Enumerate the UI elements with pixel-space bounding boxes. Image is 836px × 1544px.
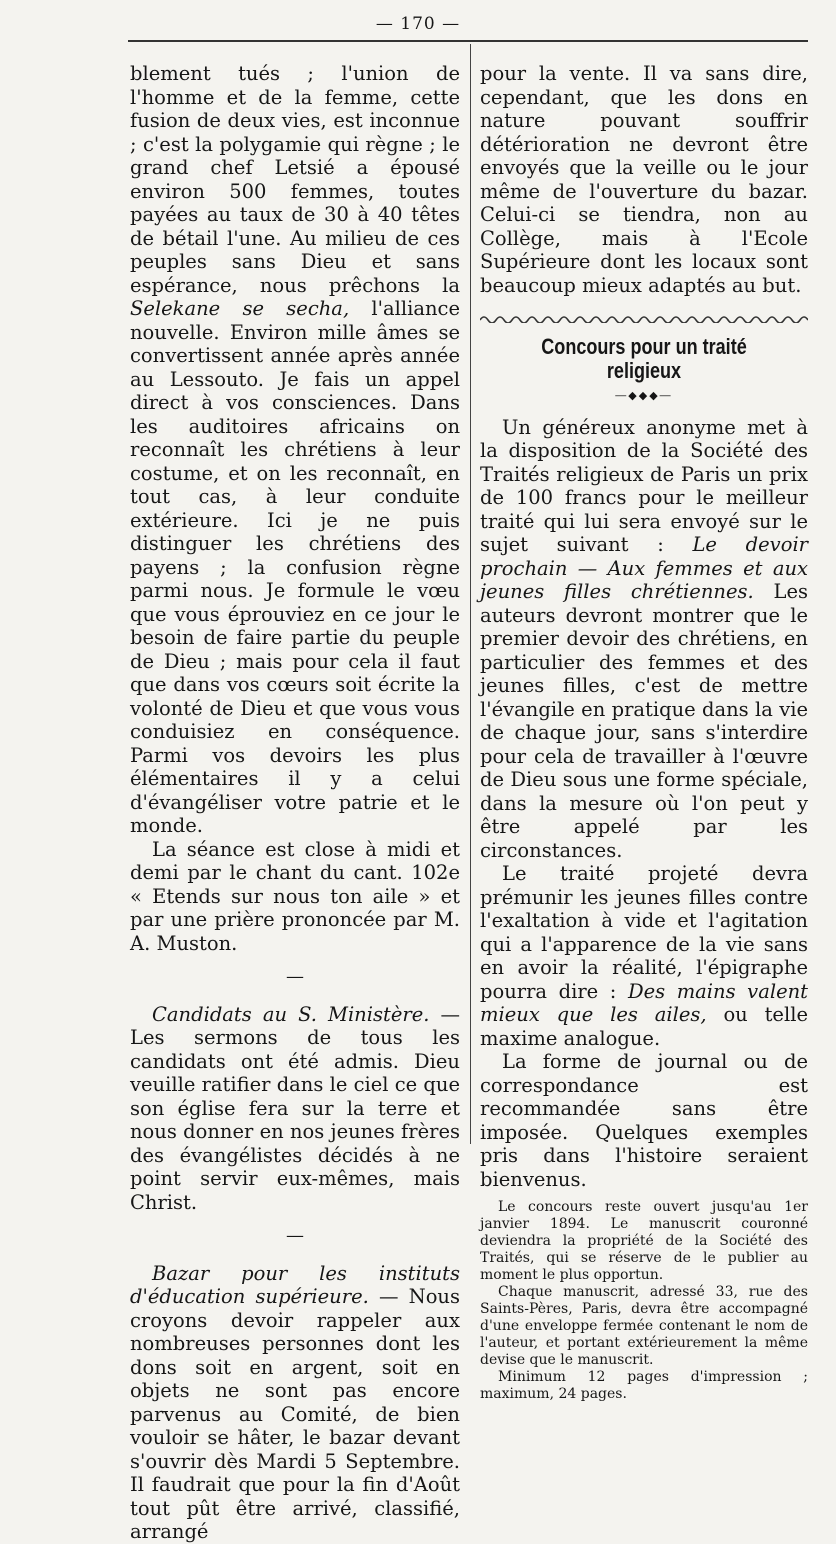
header-rule [128, 40, 808, 42]
note: Chaque manuscrit, adressé 33, rue des Saints-Pères, Paris, devra être accompagné d'une enveloppe fermée contenant le nom de l'auteur, et portant extérieurement la même devise que le manuscrit. [480, 1284, 808, 1368]
paragraph: Candidats au S. Ministère. — Les sermons de tous les candidats ont été admis. Dieu veuille ratifier dans le ciel ce que son église fera sur la terre et nous donner en nos jeunes frères des évangélistes décidés à ne point servir eux-mêmes, mais Christ. [130, 1002, 460, 1214]
paragraph: pour la vente. Il va sans dire, cependant, que les dons en nature pouvant souffrir détérioration ne devront être envoyés que la veille ou le jour même de l'ouverture du bazar. Celui-ci se tiendra, non au Collège, mais à l'Ecole Supérieure dont les locaux sont beaucoup mieux adaptés au but. [480, 62, 808, 297]
section-divider: — [286, 966, 304, 987]
contest-notes [480, 1199, 808, 1403]
heading-ornament: ―◆◆◆― [615, 389, 673, 402]
ornamental-rule [480, 311, 808, 323]
note: Minimum 12 pages d'impression ; maximum, 24 pages. [480, 1369, 808, 1402]
paragraph: Le traité projeté devra prémunir les jeunes filles contre l'exaltation à vide et l'agitation qui a l'apparence de la vie sans en avoir la réalité, l'épigraphe pourra dire : Des mains valent mieux que les ailes, ou telle maxime analogue. [480, 862, 808, 1050]
section-heading: Concours pour un traité religieux [541, 334, 747, 383]
paragraph: blement tués ; l'union de l'homme et de la femme, cette fusion de deux vies, est inconnue ; c'est la polygamie qui règne ; le grand chef Letsié a épousé environ 500 femmes, toutes payées au taux de 30 à 40 têtes de bétail l'une. Au milieu de ces peuples sans Dieu et sans espérance, nous prêchons la Selekane se secha, l'alliance nouvelle. Environ mille âmes se convertissent année après année au Lessouto. Je fais un appel direct à vos consciences. Dans les auditoires africains on reconnaît les chrétiens à leur costume, et on les reconnaît, en tout cas, à leur conduite extérieure. Ici je ne puis distinguer les chrétiens des payens ; la confusion règne parmi nous. Je formule le vœu que vous éprouviez en ce jour le besoin de faire partie du peuple de Dieu ; mais pour cela il faut que dans vos cœurs soit écrite la volonté de Dieu et que vous vous conduisiez en conséquence. Parmi vos devoirs les plus élémentaires il y a celui d'évangéliser votre patrie et le monde. [130, 62, 460, 837]
paragraph: La forme de journal ou de correspondance est recommandée sans être imposée. Quelques exemples pris dans l'histoire seraient bienvenus. [480, 1050, 808, 1191]
column-divider [470, 44, 471, 1144]
left-column [130, 62, 460, 1544]
paragraph: Un généreux anonyme met à la disposition de la Société des Traités religieux de Paris un prix de 100 francs pour le meilleur traité qui lui sera envoyé sur le sujet suivant : Le devoir prochain — Aux femmes et aux jeunes filles chrétiennes. Les auteurs devront montrer que le premier devoir des chrétiens, en particulier des femmes et des jeunes filles, c'est de mettre l'évangile en pratique dans la vie de chaque jour, sans s'interdire pour cela de travailler à l'œuvre de Dieu sous une forme spéciale, dans la mesure où l'on peut y être appelé par les circonstances. [480, 415, 809, 862]
right-column [480, 62, 808, 1403]
paragraph: La séance est close à midi et demi par le chant du cant. 102e « Etends sur nous ton aile » et par une prière prononcée par M. A. Muston. [130, 837, 460, 955]
section-divider: — [286, 1225, 304, 1246]
page-number: — 170 — [375, 14, 461, 34]
paragraph: Bazar pour les instituts d'éducation supérieure. — Nous croyons devoir rappeler aux nombreuses personnes dont les dons soit en argent, soit en objets ne sont pas encore parvenus au Comité, de bien vouloir se hâter, le bazar devant s'ouvrir dès Mardi 5 Septembre. Il faudrait que pour la fin d'Août tout pût être arrivé, classifié, arrangé [130, 1261, 460, 1543]
note: Le concours reste ouvert jusqu'au 1er janvier 1894. Le manuscrit couronné deviendra la propriété de la Société des Traités, qui se réserve de le publier au moment le plus opportun. [480, 1199, 808, 1283]
